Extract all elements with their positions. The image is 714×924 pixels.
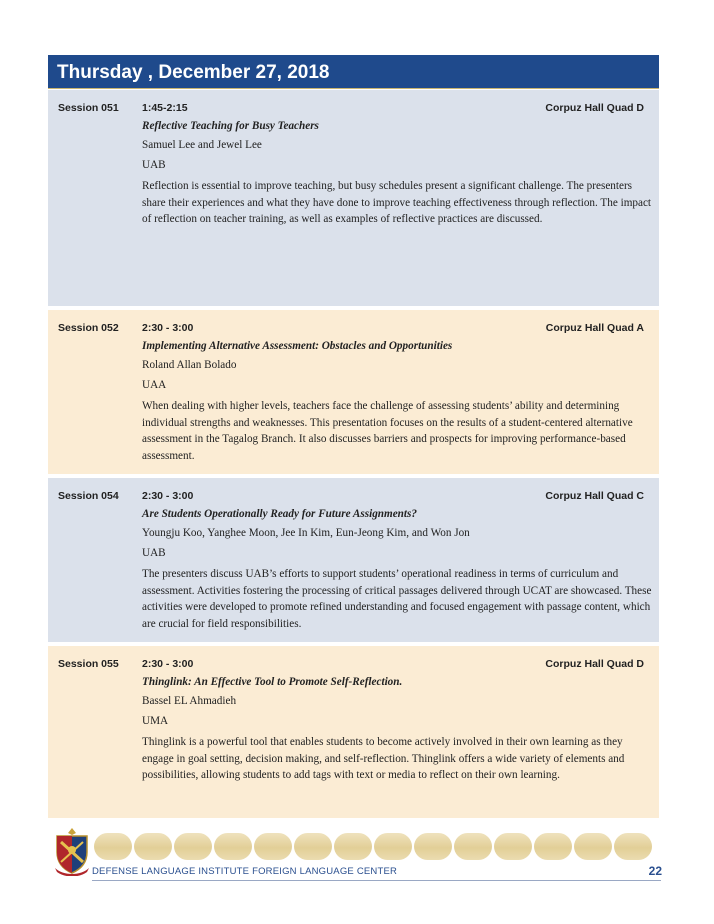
session-title: Thinglink: An Effective Tool to Promote Self-Reflection.: [142, 676, 403, 688]
session-number: Session 052: [58, 322, 119, 334]
session-presenters: Roland Allan Bolado: [142, 359, 237, 371]
session-title: Implementing Alternative Assessment: Obstacles and Opportunities: [142, 340, 453, 352]
session-body: [142, 339, 652, 464]
session-time: 1:45-2:15: [142, 102, 188, 114]
session-unit: UAB: [142, 159, 166, 171]
page-number: 22: [648, 864, 662, 878]
footer-organization: DEFENSE LANGUAGE INSTITUTE FOREIGN LANGUAGE CENTER: [92, 866, 398, 877]
session-presenters: Youngju Koo, Yanghee Moon, Jee In Kim, Eun-Jeong Kim, and Won Jon: [142, 527, 470, 539]
session-title: Reflective Teaching for Busy Teachers: [142, 120, 319, 132]
session-room: Corpuz Hall Quad A: [545, 322, 644, 334]
session-unit: UAA: [142, 379, 167, 391]
session-abstract: When dealing with higher levels, teachers face the challenge of assessing students’ ability and determining individual strengths and weaknesses. This presentation focuses on the results of a student-centered alternative assessment in the Tagalog Branch. It also discusses barriers and prospects for improving performance-based assessment.: [142, 400, 633, 462]
session-abstract: Reflection is essential to improve teaching, but busy schedules present a significant challenge. The presenters share their experiences and what they have done to improve teaching effectiveness through reflection. The impact of reflection on teacher training, as well as examples of reflective practices are discussed.: [142, 180, 652, 226]
session-number: Session 051: [58, 102, 119, 114]
session-abstract: The presenters discuss UAB’s efforts to support students’ operational readiness in terms of curriculum and assessment. Activities fostering the processing of critical passages delivered through UCAT are showcased. These activities were developed to promote refined understanding and focused engagement with passage content, which are crucial for field responsibilities.: [142, 568, 652, 630]
session-time: 2:30 - 3:00: [142, 658, 194, 670]
session-title: Are Students Operationally Ready for Future Assignments?: [142, 508, 417, 520]
session-presenters: Bassel EL Ahmadieh: [142, 695, 237, 707]
session-room: Corpuz Hall Quad D: [545, 658, 644, 670]
session-unit: UAB: [142, 547, 166, 559]
session-room: Corpuz Hall Quad D: [545, 102, 644, 114]
session-055-block: [48, 646, 659, 818]
session-body: [142, 675, 652, 784]
session-051-block: [48, 90, 659, 306]
footer-rule: [92, 880, 661, 881]
session-time: 2:30 - 3:00: [142, 322, 194, 334]
dli-crest-icon: [53, 826, 91, 876]
session-unit: UMA: [142, 715, 169, 727]
session-abstract: Thinglink is a powerful tool that enables students to become actively involved in their own learning as they engage in goal setting, decision making, and self-reflection. Thinglink offers a wide variety of elements and possibilities, allowing students to add tags with text or media to reflect on their own learning.: [142, 736, 625, 782]
session-room: Corpuz Hall Quad C: [545, 490, 644, 502]
footer-decorative-band: [94, 833, 659, 860]
session-body: [142, 119, 652, 228]
page-header-date: Thursday , December 27, 2018: [48, 55, 659, 89]
session-body: [142, 507, 652, 632]
session-number: Session 054: [58, 490, 119, 502]
session-054-block: [48, 478, 659, 642]
session-presenters: Samuel Lee and Jewel Lee: [142, 139, 262, 151]
session-time: 2:30 - 3:00: [142, 490, 194, 502]
session-number: Session 055: [58, 658, 119, 670]
session-052-block: [48, 310, 659, 474]
